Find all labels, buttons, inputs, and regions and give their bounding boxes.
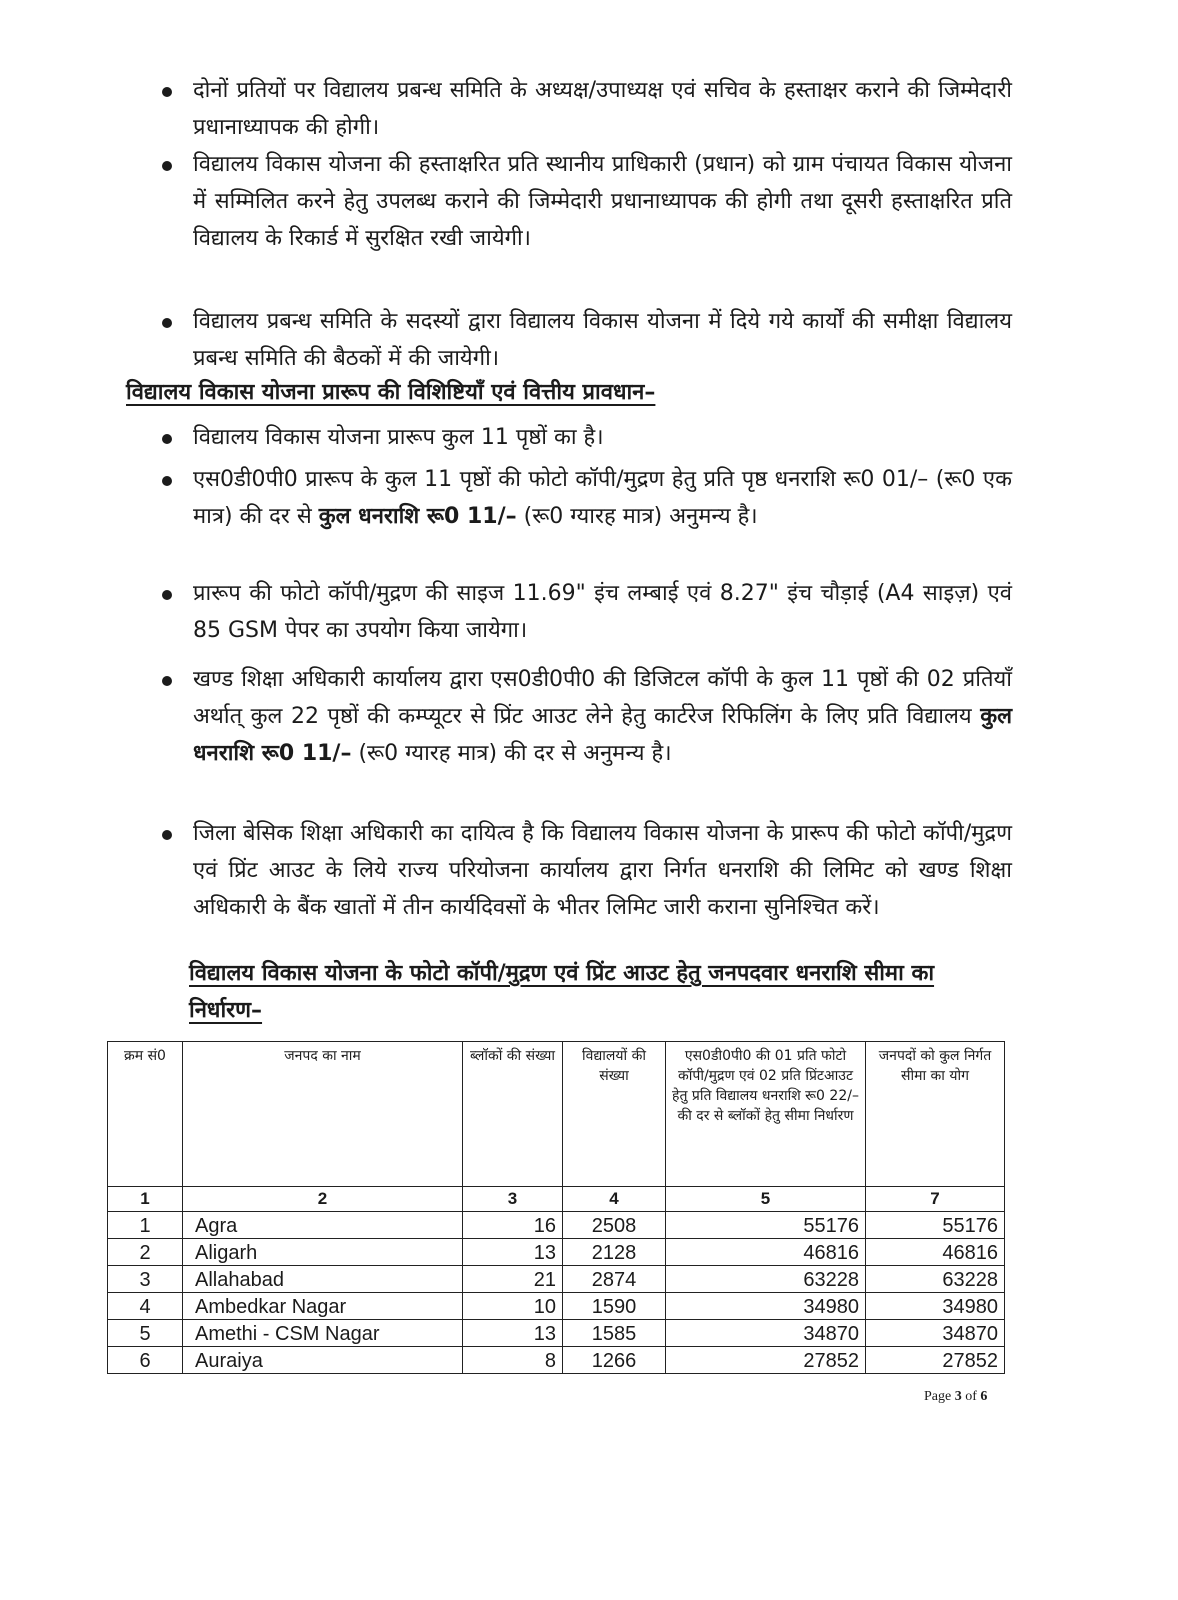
header-total: जनपदों को कुल निर्गत सीमा का योग [866,1042,1005,1187]
header-limit: एस0डी0पी0 की 01 प्रति फोटो कॉपी/मुद्रण एवं 02 प्रति प्रिंटआउट हेतु प्रति विद्यालय धनराशि रू0 22/– की दर से ब्लॉकों हेतु सीमा निर्धारण [666,1042,866,1187]
table-row [108,1266,1005,1293]
cell-district: Auraiya [183,1347,463,1374]
cell-limit: 55176 [666,1212,866,1239]
bullet-icon [162,434,172,444]
bullet-text: विद्यालय प्रबन्ध समिति के सदस्यों द्वारा विद्यालय विकास योजना में दिये गये कार्यों की समीक्षा विद्यालय प्रबन्ध समिति की बैठकों में की जायेगी। [193,309,1012,371]
column-number: 5 [666,1187,866,1212]
cell-schools: 2128 [563,1239,666,1266]
bullet-item [162,419,1012,456]
column-number: 4 [563,1187,666,1212]
bullet-text: दोनों प्रतियों पर विद्यालय प्रबन्ध समिति के अध्यक्ष/उपाध्यक्ष एवं सचिव के हस्ताक्षर कराने की जिम्मेदारी प्रधानाध्यापक की होगी। [193,78,1012,140]
cell-district: Allahabad [183,1266,463,1293]
column-number: 2 [183,1187,463,1212]
bullet-text: एस0डी0पी0 प्रारूप के कुल 11 पृष्ठों की फोटो कॉपी/मुद्रण हेतु प्रति पृष्ठ धनराशि रू0 01/– (रू0 एक मात्र) की दर से कुल धनराशि रू0 11/– (रू0 ग्यारह मात्र) अनुमन्य है। [193,467,1012,529]
cell-schools: 1590 [563,1293,666,1320]
cell-total: 27852 [866,1347,1005,1374]
table-row [108,1293,1005,1320]
column-number: 7 [866,1187,1005,1212]
table-row [108,1347,1005,1374]
cell-blocks: 13 [463,1239,563,1266]
bullet-text: जिला बेसिक शिक्षा अधिकारी का दायित्व है कि विद्यालय विकास योजना के प्रारूप की फोटो कॉपी/मुद्रण एवं प्रिंट आउट के लिये राज्य परियोजना कार्यालय द्वारा निर्गत धनराशि की लिमिट को खण्ड शिक्षा अधिकारी के बैंक खातों में तीन कार्यदिवसों के भीतर लिमिट जारी कराना सुनिश्चित करें। [193,821,1012,920]
bullet-item [162,72,1012,146]
cell-blocks: 8 [463,1347,563,1374]
bullet-icon [162,476,172,486]
cell-serial: 2 [108,1239,183,1266]
cell-serial: 3 [108,1266,183,1293]
cell-blocks: 21 [463,1266,563,1293]
table-row [108,1320,1005,1347]
cell-blocks: 10 [463,1293,563,1320]
cell-blocks: 13 [463,1320,563,1347]
cell-schools: 1266 [563,1347,666,1374]
page-number: Page 3 of 6 [924,1389,988,1404]
bullet-text: खण्ड शिक्षा अधिकारी कार्यालय द्वारा एस0डी0पी0 की डिजिटल कॉपी के कुल 11 पृष्ठों की 02 प्रतियाँ अर्थात् कुल 22 पृष्ठों की कम्प्यूटर से प्रिंट आउट लेने हेतु कार्टरेज रिफिलिंग के लिए प्रति विद्यालय कुल धनराशि रू0 11/– (रू0 ग्यारह मात्र) की दर से अनुमन्य है। [193,667,1012,766]
header-schools: विद्यालयों की संख्या [563,1042,666,1187]
cell-blocks: 16 [463,1212,563,1239]
bold-amount: कुल धनराशि रू0 11/– [318,504,517,529]
bullet-icon [162,161,172,171]
cell-serial: 4 [108,1293,183,1320]
cell-total: 55176 [866,1212,1005,1239]
bullet-icon [162,830,172,840]
bullet-item [162,815,1012,926]
cell-district: Amethi - CSM Nagar [183,1320,463,1347]
cell-serial: 6 [108,1347,183,1374]
cell-district: Aligarh [183,1239,463,1266]
cell-serial: 1 [108,1212,183,1239]
cell-total: 46816 [866,1239,1005,1266]
cell-schools: 2508 [563,1212,666,1239]
bullet-icon [162,87,172,97]
bold-amount: कुल धनराशि रू0 11/– [193,704,1012,766]
bullet-text: विद्यालय विकास योजना की हस्ताक्षरित प्रति स्थानीय प्राधिकारी (प्रधान) को ग्राम पंचायत विकास योजना में सम्मिलित करने हेतु उपलब्ध कराने की जिम्मेदारी प्रधानाध्यापक की होगी तथा दूसरी हस्ताक्षरित प्रति विद्यालय के रिकार्ड में सुरक्षित रखी जायेगी। [193,152,1012,251]
header-serial: क्रम सं0 [108,1042,183,1187]
cell-limit: 34870 [666,1320,866,1347]
header-blocks: ब्लॉकों की संख्या [463,1042,563,1187]
table-row [108,1212,1005,1239]
cell-serial: 5 [108,1320,183,1347]
bullet-icon [162,590,172,600]
bullet-item [162,461,1012,535]
cell-total: 34870 [866,1320,1005,1347]
bullet-text: प्रारूप की फोटो कॉपी/मुद्रण की साइज 11.69" इंच लम्बाई एवं 8.27" इंच चौड़ाई (A4 साइज़) एवं 85 GSM पेपर का उपयोग किया जायेगा। [193,581,1012,643]
cell-limit: 63228 [666,1266,866,1293]
bullet-item [162,661,1012,772]
cell-schools: 1585 [563,1320,666,1347]
bullet-item [162,575,1012,649]
bullet-item [162,146,1012,257]
cell-total: 63228 [866,1266,1005,1293]
cell-limit: 46816 [666,1239,866,1266]
cell-total: 34980 [866,1293,1005,1320]
header-district-name: जनपद का नाम [183,1042,463,1187]
column-number: 3 [463,1187,563,1212]
column-number: 1 [108,1187,183,1212]
column-number-row [108,1187,1005,1212]
bullet-text: विद्यालय विकास योजना प्रारूप कुल 11 पृष्ठों का है। [193,425,604,450]
cell-district: Ambedkar Nagar [183,1293,463,1320]
bullet-item [162,303,1012,377]
cell-limit: 27852 [666,1347,866,1374]
cell-limit: 34980 [666,1293,866,1320]
table-heading: विद्यालय विकास योजना के फोटो कॉपी/मुद्रण एवं प्रिंट आउट हेतु जनपदवार धनराशि सीमा का निर्धारण– [189,961,935,1023]
table-row [108,1239,1005,1266]
bullet-icon [162,318,172,328]
table-header-row [108,1042,1005,1187]
district-allocation-table [107,1041,1005,1374]
section-heading: विद्यालय विकास योजना प्रारूप की विशिष्टियाँ एवं वित्तीय प्रावधान– [126,380,656,405]
cell-district: Agra [183,1212,463,1239]
bullet-icon [162,676,172,686]
cell-schools: 2874 [563,1266,666,1293]
